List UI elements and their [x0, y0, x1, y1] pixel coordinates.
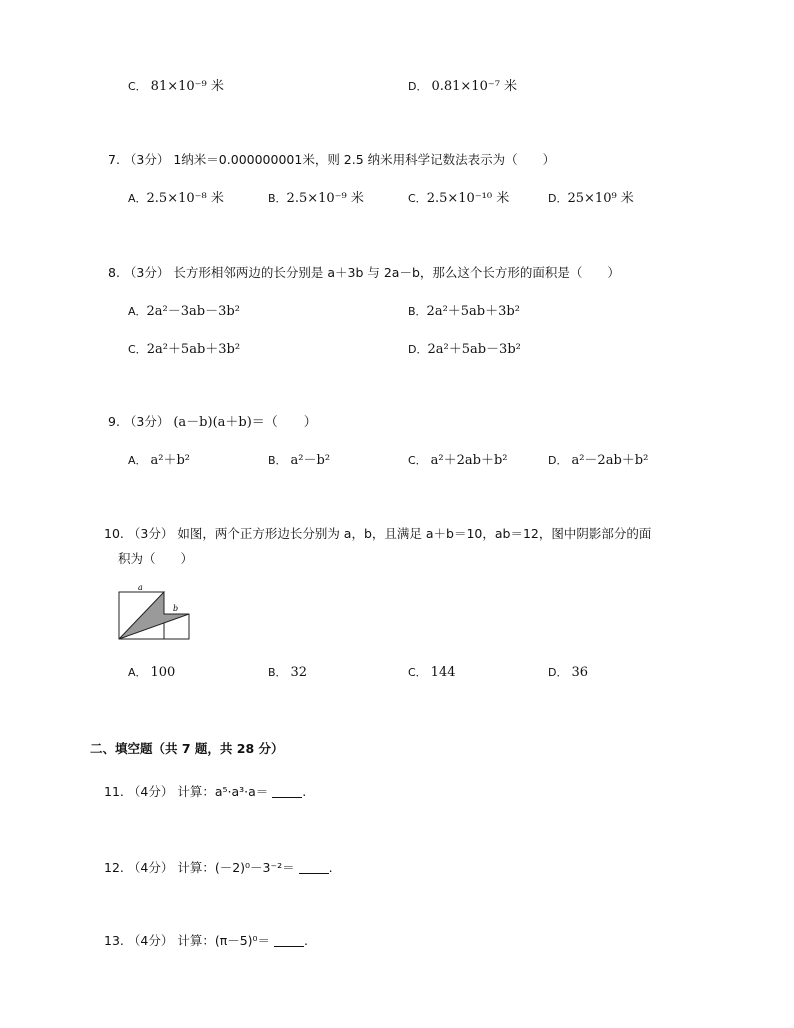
question-number: 7.	[108, 152, 120, 167]
two-squares-diagram	[118, 583, 193, 641]
q8-option-d: D．2a²＋5ab－3b²	[408, 342, 521, 357]
q12-stem: 12. （4分） 计算：(－2)⁰－3⁻²＝ .	[104, 860, 333, 875]
question-number: 11.	[104, 784, 124, 799]
question-text: 计算：a⁵·a³·a＝	[177, 784, 269, 799]
q10-option-c: C． 144	[408, 665, 456, 680]
answer-blank[interactable]	[272, 785, 302, 798]
section-title: 二、填空题（共 7 题，共 28 分）	[90, 741, 284, 756]
question-score: （4分）	[127, 860, 174, 875]
question-text: (a－b)(a＋b)＝（ ）	[173, 415, 317, 430]
question-score: （3分）	[123, 152, 170, 167]
question-number: 12.	[104, 860, 124, 875]
question-score: （3分）	[123, 414, 170, 429]
label-b: b	[173, 604, 179, 613]
question-number: 9.	[108, 414, 120, 429]
question-text: 计算：(π－5)⁰＝	[177, 933, 271, 948]
squares-figure	[118, 583, 193, 645]
q9-stem	[108, 414, 317, 431]
q9-option-d: D． a²－2ab＋b²	[548, 453, 649, 468]
q8-option-b: B．2a²＋5ab＋3b²	[408, 304, 520, 319]
q10-option-a: A． 100	[128, 665, 176, 680]
question-score: （3分）	[127, 526, 174, 541]
q7-stem	[108, 152, 555, 168]
question-number: 10.	[104, 526, 124, 541]
answer-blank[interactable]	[274, 934, 304, 947]
question-score: （4分）	[127, 784, 174, 799]
q7-option-a: A．2.5×10⁻⁸ 米	[128, 191, 224, 206]
question-score: （4分）	[127, 933, 174, 948]
answer-blank[interactable]	[299, 861, 329, 874]
q13-stem: 13. （4分） 计算：(π－5)⁰＝ .	[104, 933, 309, 948]
shaded-region	[119, 592, 189, 639]
question-number: 8.	[108, 265, 120, 280]
question-number: 13.	[104, 933, 124, 948]
question-text: 1纳米＝0.000000001米，则 2.5 纳米用科学记数法表示为（ ）	[173, 152, 556, 167]
q10-stem-line2: 积为（ ）	[118, 551, 194, 566]
q8-option-a: A．2a²－3ab－3b²	[128, 304, 240, 319]
q10-option-b: B． 32	[268, 665, 308, 680]
question-text: 计算：(－2)⁰－3⁻²＝	[177, 860, 295, 875]
q9-option-c: C． a²＋2ab＋b²	[408, 453, 508, 468]
q7-option-d: D．25×10⁹ 米	[548, 191, 634, 206]
q8-option-c: C．2a²＋5ab＋3b²	[128, 342, 241, 357]
q6-option-c: C． 81×10⁻⁹ 米	[128, 79, 224, 94]
q11-stem: 11. （4分） 计算：a⁵·a³·a＝ .	[104, 784, 307, 799]
q7-option-c: C．2.5×10⁻¹⁰ 米	[408, 191, 510, 206]
q10-option-d: D． 36	[548, 665, 589, 680]
question-text: 如图，两个正方形边长分别为 a，b，且满足 a＋b＝10，ab＝12，图中阴影部分的面	[177, 526, 652, 541]
q9-option-b: B． a²－b²	[268, 453, 331, 468]
label-a: a	[138, 583, 143, 592]
q6-option-d: D． 0.81×10⁻⁷ 米	[408, 79, 518, 94]
q8-stem	[108, 265, 620, 281]
q7-option-b: B．2.5×10⁻⁹ 米	[268, 191, 364, 206]
question-text: 长方形相邻两边的长分别是 a＋3b 与 2a－b，那么这个长方形的面积是（ ）	[173, 265, 620, 280]
q9-option-a: A． a²＋b²	[128, 453, 191, 468]
q10-stem-line1	[104, 526, 651, 542]
question-score: （3分）	[123, 265, 170, 280]
